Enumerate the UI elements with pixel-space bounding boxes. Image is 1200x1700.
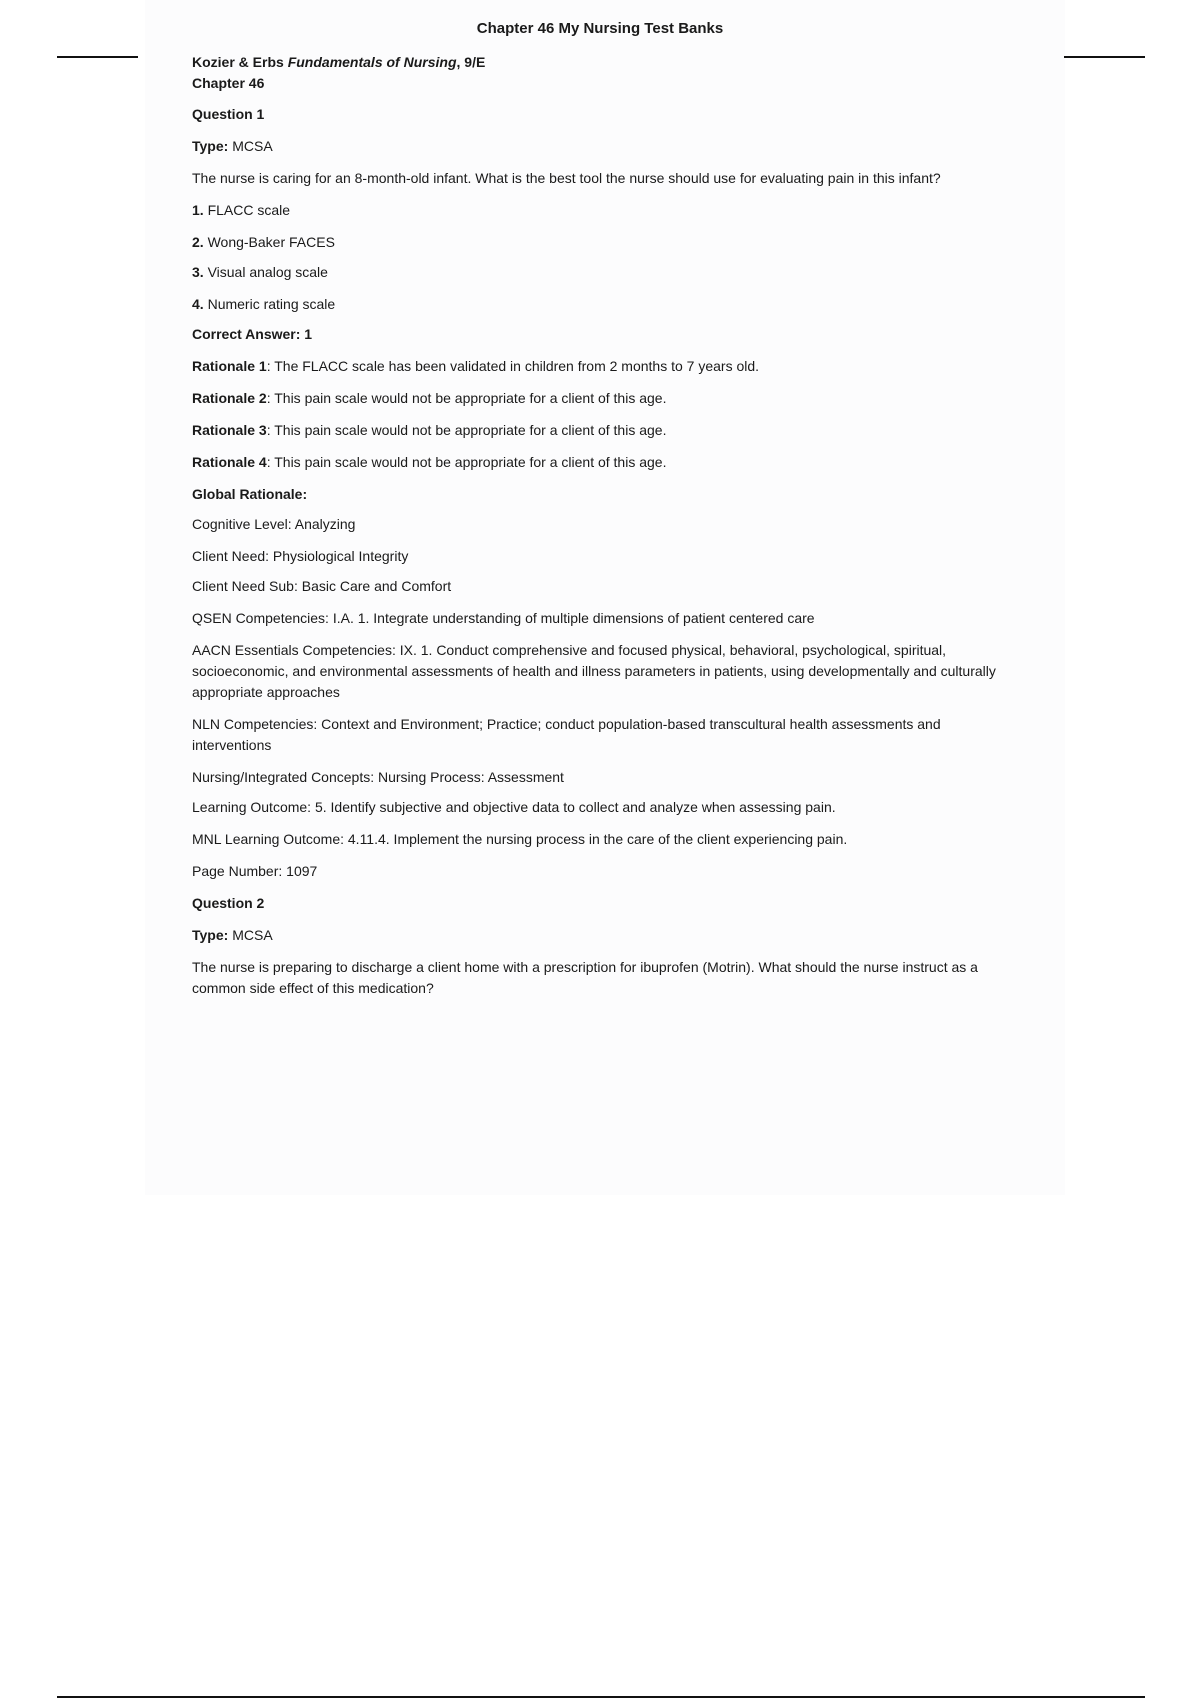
question-2-type bbox=[192, 925, 1012, 946]
question-1-heading: Question 1 bbox=[192, 106, 265, 122]
option-4 bbox=[192, 294, 1012, 315]
option-2 bbox=[192, 232, 1012, 253]
book-title-line bbox=[192, 52, 1012, 73]
rationale-1 bbox=[192, 356, 1012, 377]
rationale-4 bbox=[192, 452, 1012, 473]
page-number: Page Number: 1097 bbox=[192, 863, 318, 879]
rationale-label: Rationale 1 bbox=[192, 358, 267, 374]
page-header-title: Chapter 46 My Nursing Test Banks bbox=[476, 20, 724, 37]
global-rationale-heading: Global Rationale: bbox=[192, 486, 308, 502]
rationale-text: : This pain scale would not be appropriate for a client of this age. bbox=[266, 454, 667, 470]
type-label: Type: bbox=[192, 927, 229, 943]
type-value: MCSA bbox=[228, 927, 273, 943]
question-1-type bbox=[192, 136, 1012, 157]
type-value: MCSA bbox=[228, 138, 273, 154]
learning-outcome: Learning Outcome: 5. Identify subjective and objective data to collect and analyze when assessing pain. bbox=[192, 799, 836, 815]
header-rule-right bbox=[1064, 56, 1145, 58]
correct-answer: Correct Answer: 1 bbox=[192, 326, 313, 342]
book-title: Fundamentals of Nursing bbox=[287, 54, 457, 70]
footer-rule bbox=[57, 1696, 1145, 1698]
option-number: 2. bbox=[192, 234, 204, 250]
document-body bbox=[192, 52, 1012, 1010]
type-label: Type: bbox=[192, 138, 229, 154]
option-text: Wong-Baker FACES bbox=[203, 234, 335, 250]
option-number: 3. bbox=[192, 264, 204, 280]
option-1 bbox=[192, 200, 1012, 221]
rationale-label: Rationale 4 bbox=[192, 454, 267, 470]
header-rule-left bbox=[57, 56, 138, 58]
book-edition: , 9/E bbox=[456, 54, 486, 70]
chapter-label: Chapter 46 bbox=[192, 75, 265, 91]
client-need-sub: Client Need Sub: Basic Care and Comfort bbox=[192, 578, 452, 594]
question-2-heading: Question 2 bbox=[192, 895, 265, 911]
aacn-competencies: AACN Essentials Competencies: IX. 1. Conduct comprehensive and focused physical, behavioral, psychological, spiritual, socioeconomic, and environmental assessments of health and illness parameters in patients, using developmentally and culturally appropriate approaches bbox=[192, 642, 996, 700]
integrated-concepts: Nursing/Integrated Concepts: Nursing Process: Assessment bbox=[192, 769, 564, 785]
option-text: Visual analog scale bbox=[203, 264, 328, 280]
option-text: FLACC scale bbox=[203, 202, 291, 218]
rationale-label: Rationale 3 bbox=[192, 422, 267, 438]
rationale-text: : This pain scale would not be appropriate for a client of this age. bbox=[266, 422, 667, 438]
option-number: 4. bbox=[192, 296, 204, 312]
rationale-text: : This pain scale would not be appropriate for a client of this age. bbox=[266, 390, 667, 406]
question-2-stem: The nurse is preparing to discharge a client home with a prescription for ibuprofen (Motrin). What should the nurse instruct as a common side effect of this medication? bbox=[192, 959, 978, 996]
rationale-text: : The FLACC scale has been validated in children from 2 months to 7 years old. bbox=[266, 358, 760, 374]
option-3 bbox=[192, 262, 1012, 283]
book-author: Kozier & Erbs bbox=[192, 54, 288, 70]
rationale-label: Rationale 2 bbox=[192, 390, 267, 406]
qsen-competencies: QSEN Competencies: I.A. 1. Integrate understanding of multiple dimensions of patient centered care bbox=[192, 610, 815, 626]
cognitive-level: Cognitive Level: Analyzing bbox=[192, 516, 356, 532]
mnl-learning-outcome: MNL Learning Outcome: 4.11.4. Implement the nursing process in the care of the client experiencing pain. bbox=[192, 831, 848, 847]
option-number: 1. bbox=[192, 202, 204, 218]
rationale-3 bbox=[192, 420, 1012, 441]
nln-competencies: NLN Competencies: Context and Environment; Practice; conduct population-based transcultural health assessments and interventions bbox=[192, 716, 941, 753]
rationale-2 bbox=[192, 388, 1012, 409]
option-text: Numeric rating scale bbox=[203, 296, 336, 312]
client-need: Client Need: Physiological Integrity bbox=[192, 548, 409, 564]
question-1-stem: The nurse is caring for an 8-month-old infant. What is the best tool the nurse should use for evaluating pain in this infant? bbox=[192, 170, 941, 186]
